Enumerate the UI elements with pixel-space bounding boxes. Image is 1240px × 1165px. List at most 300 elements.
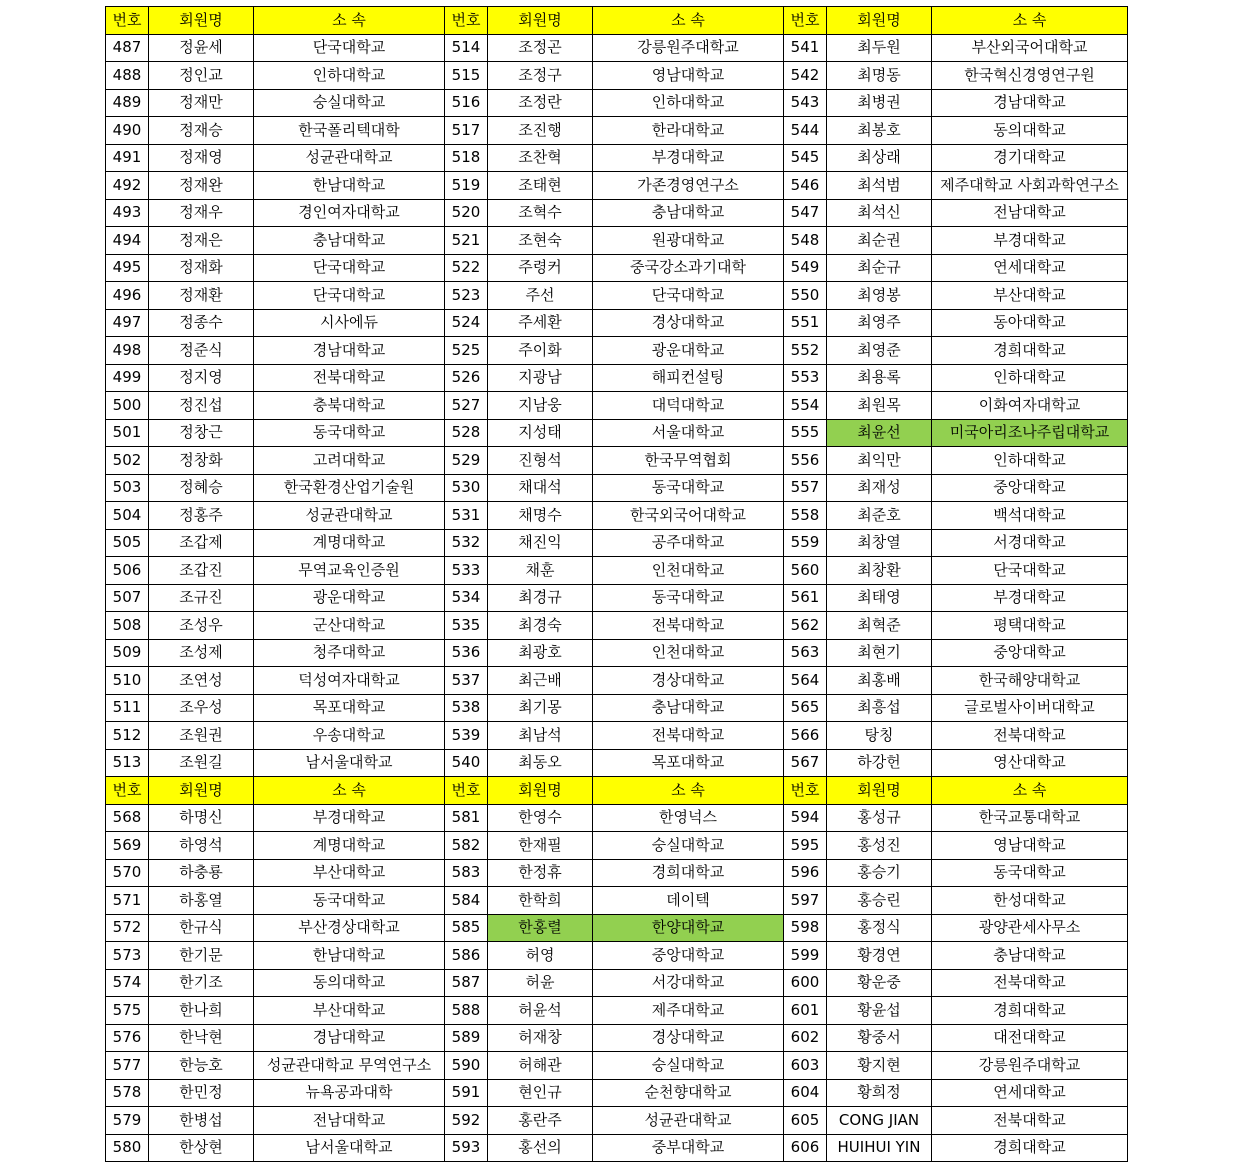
- header-cell-number: 번호: [784, 777, 827, 805]
- member-affiliation: 계명대학교: [254, 529, 445, 557]
- member-name: 홍정식: [827, 914, 932, 942]
- header-row: [106, 7, 1128, 35]
- member-affiliation: 해피컨설팅: [593, 364, 784, 392]
- member-affiliation: 경남대학교: [932, 89, 1128, 117]
- member-name: 최흥섭: [827, 694, 932, 722]
- member-number: 506: [106, 557, 149, 585]
- member-name: 홍란주: [488, 1107, 593, 1135]
- member-affiliation: 전북대학교: [932, 1107, 1128, 1135]
- member-number: 522: [445, 254, 488, 282]
- member-number: 514: [445, 34, 488, 62]
- member-number: 519: [445, 172, 488, 200]
- member-number: 498: [106, 337, 149, 365]
- member-number: 596: [784, 859, 827, 887]
- member-name: 정창화: [149, 447, 254, 475]
- member-number: 585: [445, 914, 488, 942]
- member-name: 주선: [488, 282, 593, 310]
- member-affiliation: 덕성여자대학교: [254, 667, 445, 695]
- member-affiliation: 계명대학교: [254, 832, 445, 860]
- member-number: 526: [445, 364, 488, 392]
- header-cell-number: 번호: [784, 7, 827, 35]
- member-affiliation: 남서울대학교: [254, 1134, 445, 1162]
- member-name: CONG JIAN: [827, 1107, 932, 1135]
- table-row: [106, 997, 1128, 1025]
- member-name: 정종수: [149, 309, 254, 337]
- table-row: [106, 144, 1128, 172]
- member-affiliation: 가존경영연구소: [593, 172, 784, 200]
- member-name: 황중서: [827, 1024, 932, 1052]
- member-name: 최홍배: [827, 667, 932, 695]
- member-table: [105, 6, 1128, 1162]
- table-row: [106, 1107, 1128, 1135]
- member-name: 한규식: [149, 914, 254, 942]
- header-cell-affiliation: 소 속: [593, 777, 784, 805]
- member-affiliation: 중앙대학교: [593, 942, 784, 970]
- member-number: 494: [106, 227, 149, 255]
- member-name: 허해관: [488, 1052, 593, 1080]
- member-affiliation: 원광대학교: [593, 227, 784, 255]
- member-name: 최경규: [488, 584, 593, 612]
- member-affiliation: 숭실대학교: [254, 89, 445, 117]
- member-name: 정혜승: [149, 474, 254, 502]
- member-number: 538: [445, 694, 488, 722]
- table-row: [106, 199, 1128, 227]
- member-name: 채진익: [488, 529, 593, 557]
- member-name: 조원권: [149, 722, 254, 750]
- member-affiliation: 부경대학교: [593, 144, 784, 172]
- member-name: 최영주: [827, 309, 932, 337]
- member-name: 최창열: [827, 529, 932, 557]
- member-number: 567: [784, 749, 827, 777]
- member-name: 최순규: [827, 254, 932, 282]
- member-name: 채대석: [488, 474, 593, 502]
- member-number: 511: [106, 694, 149, 722]
- member-number: 536: [445, 639, 488, 667]
- member-affiliation: 부산대학교: [254, 859, 445, 887]
- member-affiliation: 인천대학교: [593, 557, 784, 585]
- member-name: 조혁수: [488, 199, 593, 227]
- member-affiliation: 광운대학교: [254, 584, 445, 612]
- member-number: 491: [106, 144, 149, 172]
- member-name: 한기조: [149, 969, 254, 997]
- member-number: 518: [445, 144, 488, 172]
- member-affiliation: 경기대학교: [932, 144, 1128, 172]
- table-row: [106, 337, 1128, 365]
- member-affiliation: 동국대학교: [593, 584, 784, 612]
- member-affiliation: 글로벌사이버대학교: [932, 694, 1128, 722]
- member-affiliation: 한남대학교: [254, 172, 445, 200]
- member-number: 503: [106, 474, 149, 502]
- member-number: 605: [784, 1107, 827, 1135]
- member-number: 510: [106, 667, 149, 695]
- table-row: [106, 1052, 1128, 1080]
- member-affiliation: 한국폴리텍대학: [254, 117, 445, 145]
- member-number: 584: [445, 887, 488, 915]
- member-number: 513: [106, 749, 149, 777]
- member-number: 565: [784, 694, 827, 722]
- member-number: 562: [784, 612, 827, 640]
- member-number: 595: [784, 832, 827, 860]
- member-name: 최병권: [827, 89, 932, 117]
- member-number: 606: [784, 1134, 827, 1162]
- member-name: 황지현: [827, 1052, 932, 1080]
- member-name: 정윤세: [149, 34, 254, 62]
- member-number: 604: [784, 1079, 827, 1107]
- member-affiliation: 충남대학교: [254, 227, 445, 255]
- member-affiliation: 동국대학교: [593, 474, 784, 502]
- member-name: 정재승: [149, 117, 254, 145]
- table-row: [106, 309, 1128, 337]
- member-name: 홍선의: [488, 1134, 593, 1162]
- member-name: 정재은: [149, 227, 254, 255]
- member-affiliation: 한국환경산업기술원: [254, 474, 445, 502]
- member-name: 최두원: [827, 34, 932, 62]
- member-number: 589: [445, 1024, 488, 1052]
- member-number: 602: [784, 1024, 827, 1052]
- member-number: 542: [784, 62, 827, 90]
- member-number: 587: [445, 969, 488, 997]
- member-affiliation: 경희대학교: [932, 1134, 1128, 1162]
- member-name: 황운중: [827, 969, 932, 997]
- member-number: 572: [106, 914, 149, 942]
- member-name: 최준호: [827, 502, 932, 530]
- member-number: 582: [445, 832, 488, 860]
- member-number: 569: [106, 832, 149, 860]
- member-name: 최상래: [827, 144, 932, 172]
- header-cell-name: 회원명: [149, 7, 254, 35]
- member-affiliation: 부산외국어대학교: [932, 34, 1128, 62]
- member-name: 조갑진: [149, 557, 254, 585]
- member-number: 527: [445, 392, 488, 420]
- member-name: 최영봉: [827, 282, 932, 310]
- member-name: 한홍렬: [488, 914, 593, 942]
- member-name: 한정휴: [488, 859, 593, 887]
- member-affiliation: 광운대학교: [593, 337, 784, 365]
- header-cell-affiliation: 소 속: [254, 777, 445, 805]
- member-name: 정창근: [149, 419, 254, 447]
- member-name: 최남석: [488, 722, 593, 750]
- member-affiliation: 동의대학교: [932, 117, 1128, 145]
- member-name: 최용록: [827, 364, 932, 392]
- member-name: 하영석: [149, 832, 254, 860]
- member-number: 493: [106, 199, 149, 227]
- member-name: 현인규: [488, 1079, 593, 1107]
- table-row: [106, 89, 1128, 117]
- member-affiliation: 동국대학교: [254, 419, 445, 447]
- member-affiliation: 공주대학교: [593, 529, 784, 557]
- member-name: 최원목: [827, 392, 932, 420]
- member-number: 540: [445, 749, 488, 777]
- member-name: 허윤: [488, 969, 593, 997]
- member-affiliation: 충남대학교: [593, 694, 784, 722]
- member-name: 하강헌: [827, 749, 932, 777]
- table-row: [106, 364, 1128, 392]
- member-number: 545: [784, 144, 827, 172]
- table-row: [106, 667, 1128, 695]
- member-name: 최태영: [827, 584, 932, 612]
- member-number: 552: [784, 337, 827, 365]
- member-number: 512: [106, 722, 149, 750]
- member-affiliation: 전북대학교: [593, 612, 784, 640]
- member-number: 601: [784, 997, 827, 1025]
- member-number: 563: [784, 639, 827, 667]
- member-affiliation: 단국대학교: [254, 34, 445, 62]
- member-number: 509: [106, 639, 149, 667]
- member-affiliation: 한국해양대학교: [932, 667, 1128, 695]
- member-name: 조성우: [149, 612, 254, 640]
- table-row: [106, 859, 1128, 887]
- member-number: 500: [106, 392, 149, 420]
- member-name: 최동오: [488, 749, 593, 777]
- table-row: [106, 474, 1128, 502]
- table-row: [106, 804, 1128, 832]
- member-number: 496: [106, 282, 149, 310]
- member-affiliation: 강릉원주대학교: [593, 34, 784, 62]
- member-name: 조정구: [488, 62, 593, 90]
- member-number: 599: [784, 942, 827, 970]
- member-number: 501: [106, 419, 149, 447]
- table-row: [106, 282, 1128, 310]
- member-number: 525: [445, 337, 488, 365]
- member-affiliation: 부경대학교: [254, 804, 445, 832]
- member-affiliation: 인천대학교: [593, 639, 784, 667]
- table-row: [106, 529, 1128, 557]
- member-name: 최석신: [827, 199, 932, 227]
- member-name: 홍성규: [827, 804, 932, 832]
- member-affiliation: 경희대학교: [932, 337, 1128, 365]
- member-number: 551: [784, 309, 827, 337]
- member-number: 488: [106, 62, 149, 90]
- member-affiliation: 부산대학교: [254, 997, 445, 1025]
- member-affiliation: 동아대학교: [932, 309, 1128, 337]
- table-row: [106, 34, 1128, 62]
- member-number: 553: [784, 364, 827, 392]
- header-cell-affiliation: 소 속: [593, 7, 784, 35]
- member-name: 정인교: [149, 62, 254, 90]
- member-number: 586: [445, 942, 488, 970]
- member-name: 정재영: [149, 144, 254, 172]
- member-number: 575: [106, 997, 149, 1025]
- member-name: 황윤섭: [827, 997, 932, 1025]
- member-affiliation: 경희대학교: [593, 859, 784, 887]
- member-number: 530: [445, 474, 488, 502]
- member-affiliation: 데이텍: [593, 887, 784, 915]
- member-number: 559: [784, 529, 827, 557]
- table-row: [106, 502, 1128, 530]
- member-number: 570: [106, 859, 149, 887]
- member-affiliation: 이화여자대학교: [932, 392, 1128, 420]
- member-name: 지남웅: [488, 392, 593, 420]
- member-affiliation: 목포대학교: [254, 694, 445, 722]
- member-number: 564: [784, 667, 827, 695]
- member-affiliation: 단국대학교: [254, 282, 445, 310]
- member-name: 정재화: [149, 254, 254, 282]
- member-affiliation: 연세대학교: [932, 1079, 1128, 1107]
- member-affiliation: 동국대학교: [932, 859, 1128, 887]
- member-affiliation: 미국아리조나주립대학교: [932, 419, 1128, 447]
- member-affiliation: 한영넉스: [593, 804, 784, 832]
- member-name: 지광남: [488, 364, 593, 392]
- member-affiliation: 단국대학교: [932, 557, 1128, 585]
- member-affiliation: 부경대학교: [932, 584, 1128, 612]
- member-affiliation: 우송대학교: [254, 722, 445, 750]
- member-number: 523: [445, 282, 488, 310]
- table-row: [106, 969, 1128, 997]
- member-number: 524: [445, 309, 488, 337]
- member-number: 515: [445, 62, 488, 90]
- member-number: 499: [106, 364, 149, 392]
- member-number: 535: [445, 612, 488, 640]
- member-affiliation: 부경대학교: [932, 227, 1128, 255]
- member-affiliation: 경인여자대학교: [254, 199, 445, 227]
- member-name: 조정란: [488, 89, 593, 117]
- member-affiliation: 경남대학교: [254, 1024, 445, 1052]
- header-cell-number: 번호: [106, 7, 149, 35]
- member-name: 조원길: [149, 749, 254, 777]
- member-number: 577: [106, 1052, 149, 1080]
- member-name: 하명신: [149, 804, 254, 832]
- member-name: 홍승린: [827, 887, 932, 915]
- header-cell-name: 회원명: [488, 777, 593, 805]
- member-affiliation: 무역교육인증원: [254, 557, 445, 585]
- member-name: 주세환: [488, 309, 593, 337]
- member-affiliation: 경희대학교: [932, 997, 1128, 1025]
- member-sheet: [105, 6, 1128, 1162]
- table-row: [106, 612, 1128, 640]
- member-number: 547: [784, 199, 827, 227]
- member-number: 590: [445, 1052, 488, 1080]
- member-name: 황경연: [827, 942, 932, 970]
- member-affiliation: 연세대학교: [932, 254, 1128, 282]
- member-name: 한상현: [149, 1134, 254, 1162]
- header-cell-name: 회원명: [488, 7, 593, 35]
- member-number: 528: [445, 419, 488, 447]
- member-number: 533: [445, 557, 488, 585]
- member-name: HUIHUI YIN: [827, 1134, 932, 1162]
- member-number: 555: [784, 419, 827, 447]
- member-affiliation: 인하대학교: [932, 364, 1128, 392]
- member-affiliation: 전북대학교: [593, 722, 784, 750]
- table-row: [106, 584, 1128, 612]
- header-cell-affiliation: 소 속: [932, 777, 1128, 805]
- member-name: 하충룡: [149, 859, 254, 887]
- member-name: 최혁준: [827, 612, 932, 640]
- member-number: 495: [106, 254, 149, 282]
- member-number: 592: [445, 1107, 488, 1135]
- member-name: 정준식: [149, 337, 254, 365]
- member-affiliation: 성균관대학교: [254, 502, 445, 530]
- member-number: 561: [784, 584, 827, 612]
- member-affiliation: 경상대학교: [593, 309, 784, 337]
- member-number: 521: [445, 227, 488, 255]
- member-affiliation: 서경대학교: [932, 529, 1128, 557]
- member-affiliation: 성균관대학교: [254, 144, 445, 172]
- member-name: 채명수: [488, 502, 593, 530]
- member-name: 최명동: [827, 62, 932, 90]
- member-name: 조태현: [488, 172, 593, 200]
- member-affiliation: 동국대학교: [254, 887, 445, 915]
- member-affiliation: 중앙대학교: [932, 639, 1128, 667]
- member-name: 최익만: [827, 447, 932, 475]
- member-number: 554: [784, 392, 827, 420]
- header-cell-number: 번호: [106, 777, 149, 805]
- table-row: [106, 832, 1128, 860]
- member-name: 허재창: [488, 1024, 593, 1052]
- member-number: 548: [784, 227, 827, 255]
- member-name: 황희정: [827, 1079, 932, 1107]
- member-name: 허윤석: [488, 997, 593, 1025]
- member-number: 543: [784, 89, 827, 117]
- member-number: 541: [784, 34, 827, 62]
- member-name: 한기문: [149, 942, 254, 970]
- member-name: 하홍열: [149, 887, 254, 915]
- member-affiliation: 뉴욕공과대학: [254, 1079, 445, 1107]
- member-number: 502: [106, 447, 149, 475]
- member-name: 홍성진: [827, 832, 932, 860]
- member-number: 594: [784, 804, 827, 832]
- member-number: 574: [106, 969, 149, 997]
- member-affiliation: 한국혁신경영연구원: [932, 62, 1128, 90]
- member-affiliation: 청주대학교: [254, 639, 445, 667]
- member-affiliation: 숭실대학교: [593, 832, 784, 860]
- member-name: 한민정: [149, 1079, 254, 1107]
- member-name: 정재완: [149, 172, 254, 200]
- member-number: 597: [784, 887, 827, 915]
- member-name: 조정곤: [488, 34, 593, 62]
- member-affiliation: 영남대학교: [932, 832, 1128, 860]
- table-row: [106, 557, 1128, 585]
- member-affiliation: 충남대학교: [593, 199, 784, 227]
- member-affiliation: 강릉원주대학교: [932, 1052, 1128, 1080]
- member-affiliation: 부산대학교: [932, 282, 1128, 310]
- member-name: 최봉호: [827, 117, 932, 145]
- member-affiliation: 단국대학교: [254, 254, 445, 282]
- header-cell-number: 번호: [445, 777, 488, 805]
- member-name: 최순권: [827, 227, 932, 255]
- member-number: 497: [106, 309, 149, 337]
- table-row: [106, 419, 1128, 447]
- member-affiliation: 시사에듀: [254, 309, 445, 337]
- member-name: 정재환: [149, 282, 254, 310]
- member-affiliation: 한성대학교: [932, 887, 1128, 915]
- member-name: 홍승기: [827, 859, 932, 887]
- member-affiliation: 한남대학교: [254, 942, 445, 970]
- member-name: 최영준: [827, 337, 932, 365]
- table-row: [106, 1079, 1128, 1107]
- member-affiliation: 전북대학교: [932, 969, 1128, 997]
- member-name: 진형석: [488, 447, 593, 475]
- member-name: 정지영: [149, 364, 254, 392]
- member-affiliation: 한국교통대학교: [932, 804, 1128, 832]
- header-cell-affiliation: 소 속: [254, 7, 445, 35]
- member-name: 최기몽: [488, 694, 593, 722]
- member-number: 550: [784, 282, 827, 310]
- member-number: 532: [445, 529, 488, 557]
- member-number: 591: [445, 1079, 488, 1107]
- member-affiliation: 부산경상대학교: [254, 914, 445, 942]
- member-name: 한능호: [149, 1052, 254, 1080]
- member-affiliation: 서강대학교: [593, 969, 784, 997]
- member-number: 576: [106, 1024, 149, 1052]
- member-number: 568: [106, 804, 149, 832]
- member-name: 허영: [488, 942, 593, 970]
- member-name: 최경숙: [488, 612, 593, 640]
- header-cell-name: 회원명: [149, 777, 254, 805]
- member-affiliation: 서울대학교: [593, 419, 784, 447]
- table-row: [106, 887, 1128, 915]
- member-name: 채훈: [488, 557, 593, 585]
- member-name: 최석범: [827, 172, 932, 200]
